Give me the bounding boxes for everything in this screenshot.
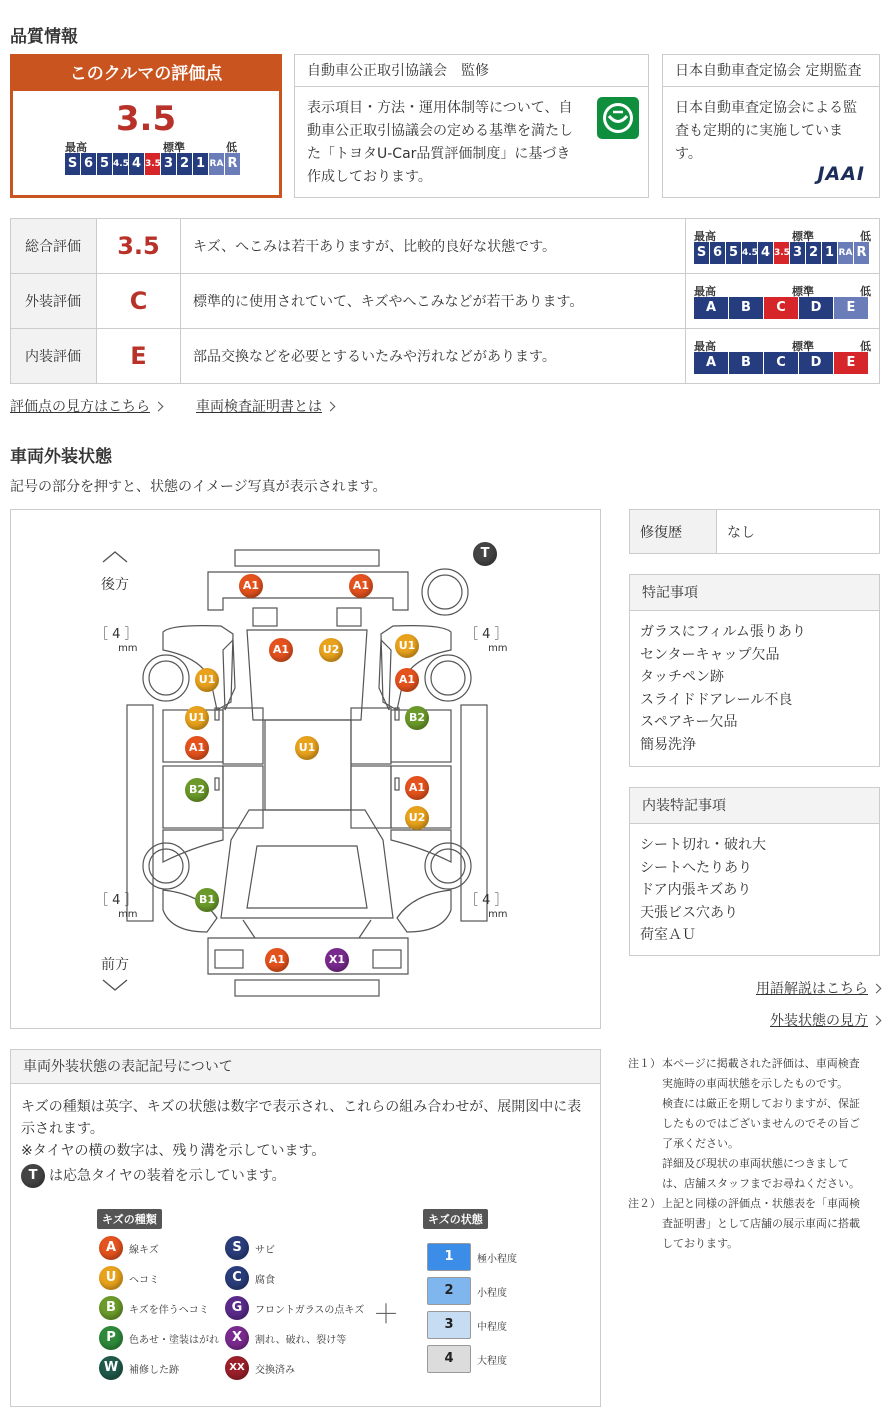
- eval-desc: 標準的に使用されていて、キズやへこみなどが若干あります。: [181, 274, 686, 329]
- damage-type-label: 交換済み: [255, 1364, 295, 1376]
- tread-value: ［ 4 ］: [95, 627, 138, 642]
- damage-mark[interactable]: U2: [319, 638, 343, 662]
- plus-icon: ＋: [373, 1300, 400, 1330]
- scale-label-std: 標準: [792, 340, 814, 353]
- list-item: センターキャップ欠品: [640, 646, 780, 663]
- damage-state-num: 4: [427, 1345, 471, 1373]
- scale-cell: B: [729, 297, 763, 319]
- damage-type-icon: B: [99, 1296, 123, 1320]
- damage-type-item: [99, 1236, 159, 1260]
- damage-mark[interactable]: A1: [185, 736, 209, 760]
- legend-title: 車両外装状態の表記記号について: [11, 1050, 600, 1084]
- damage-type-label: キズを伴うヘコミ: [129, 1304, 209, 1316]
- score-scale: [65, 153, 279, 175]
- scale-cell: 4: [129, 153, 144, 175]
- table-row: [11, 274, 880, 329]
- scale-label-std: 標準: [792, 285, 814, 298]
- jaai-text: 日本自動車査定協会による監査も定期的に実施しています。: [675, 100, 857, 162]
- damage-type-icon: X: [225, 1326, 249, 1350]
- eval-scale-cell: [686, 329, 880, 384]
- arrow-up-icon: [103, 552, 127, 562]
- note-2-head: 注２）: [628, 1197, 661, 1210]
- scale-label-low: 低: [226, 141, 237, 154]
- scale-label-low: 低: [860, 285, 871, 298]
- table-row: [11, 329, 880, 384]
- scale-cell: 6: [710, 242, 725, 264]
- section-title-exterior: 車両外装状態: [10, 447, 112, 467]
- list-item: シート切れ・破れ大: [640, 837, 766, 853]
- inspection-link[interactable]: [196, 399, 334, 415]
- damage-type-icon: C: [225, 1266, 249, 1290]
- repair-value: なし: [717, 510, 880, 554]
- exterior-subtitle: 記号の部分を押すと、状態のイメージ写真が表示されます。: [10, 479, 387, 495]
- damage-type-item: [99, 1266, 159, 1290]
- damage-state-item: [427, 1311, 507, 1339]
- evaluation-table: [10, 218, 880, 384]
- damage-type-icon: P: [99, 1326, 123, 1350]
- scale-label-high: 最高: [694, 230, 716, 243]
- damage-state-num: 1: [427, 1243, 471, 1271]
- note-2-body: [662, 1194, 860, 1254]
- scale-cell: D: [799, 297, 833, 319]
- damage-type-label: ヘコミ: [129, 1274, 159, 1286]
- association-title: 自動車公正取引協議会 監修: [295, 55, 648, 87]
- eval-label: 外装評価: [11, 274, 97, 329]
- car-diagram: [10, 509, 601, 1029]
- section-title-quality: 品質情報: [10, 27, 78, 47]
- scale-cell: 4.5: [742, 242, 757, 264]
- damage-type-item: [99, 1356, 179, 1380]
- list-item: タッチペン跡: [640, 669, 724, 685]
- damage-state-item: [427, 1243, 517, 1271]
- scale-cell: 2: [806, 242, 821, 264]
- damage-type-label: フロントガラスの点キズ: [255, 1304, 365, 1316]
- damage-type-item: [225, 1236, 275, 1260]
- list-item: スペアキー欠品: [640, 714, 738, 730]
- car-outline-icon: [11, 510, 600, 1028]
- scale-label-low: 低: [860, 340, 871, 353]
- tread-value: ［ 4 ］: [465, 627, 508, 642]
- chevron-right-icon: [326, 402, 336, 412]
- eval-scale: [694, 242, 871, 264]
- eval-scale-cell: [686, 219, 880, 274]
- damage-state-num: 3: [427, 1311, 471, 1339]
- damage-type-label: 割れ、破れ、裂け等: [255, 1334, 347, 1346]
- eval-scale: [694, 297, 871, 319]
- association-text: 表示項目・方法・運用体制等について、自動車公正取引協議会の定める基準を満たした「トヨタU-Car品質評価制度」に基づき作成しております。: [307, 100, 573, 185]
- damage-mark[interactable]: A1: [265, 948, 289, 972]
- note-1-head: 注１）: [628, 1057, 661, 1070]
- interior-notes-title: 内装特記事項: [630, 788, 879, 824]
- legend-panel: [10, 1049, 601, 1407]
- note-line: 検査には厳正を期しておりますが、保証: [662, 1097, 860, 1110]
- special-notes-list: [630, 611, 879, 766]
- damage-mark[interactable]: B2: [185, 778, 209, 802]
- note-line: 実施時の車両状態を示したものです。: [662, 1077, 849, 1090]
- scale-cell: R: [854, 242, 869, 264]
- list-item: 天張ビス穴あり: [640, 904, 738, 921]
- scale-cell: 4.5: [113, 153, 128, 175]
- score-box-header: このクルマの評価点: [13, 57, 279, 91]
- damage-type-icon: U: [99, 1266, 123, 1290]
- scale-cell: 1: [822, 242, 837, 264]
- eval-value: E: [97, 329, 181, 384]
- interior-notes-panel: [629, 787, 880, 956]
- spare-tire-mark-icon: T: [21, 1164, 45, 1188]
- scale-cell: 5: [726, 242, 741, 264]
- scale-cell: 5: [97, 153, 112, 175]
- association-panel: [294, 54, 649, 198]
- tread-rear-left: [95, 628, 138, 656]
- scale-cell: 6: [81, 153, 96, 175]
- damage-type-item: [225, 1356, 295, 1380]
- scale-cell: A: [694, 297, 728, 319]
- note-line: は、店舗スタッフまでお尋ねください。: [662, 1177, 860, 1190]
- damage-type-icon: A: [99, 1236, 123, 1260]
- damage-mark[interactable]: A1: [395, 668, 419, 692]
- damage-mark[interactable]: U1: [295, 736, 319, 760]
- rear-label: 後方: [101, 577, 129, 593]
- chevron-right-icon: [872, 1016, 882, 1026]
- eval-label: 総合評価: [11, 219, 97, 274]
- damage-mark[interactable]: U1: [185, 706, 209, 730]
- tread-unit: mm: [488, 643, 508, 654]
- legend-text-3: は応急タイヤの装着を示しています。: [49, 1168, 286, 1184]
- legend-text-2: ※タイヤの横の数字は、残り溝を示しています。: [21, 1143, 326, 1159]
- damage-state-label: 大程度: [477, 1355, 507, 1367]
- damage-type-label: 線キズ: [129, 1244, 159, 1256]
- damage-type-icon: XX: [225, 1356, 249, 1380]
- special-notes-panel: [629, 574, 880, 767]
- scale-label-std: 標準: [792, 230, 814, 243]
- tread-value: ［ 4 ］: [465, 893, 508, 908]
- scale-cell: 4: [758, 242, 773, 264]
- scale-cell: S: [694, 242, 709, 264]
- damage-state-label: 中程度: [477, 1321, 507, 1333]
- scale-label-low: 低: [860, 230, 871, 243]
- fair-trade-logo-icon: [597, 97, 639, 139]
- repair-label: 修復歴: [630, 510, 717, 554]
- scale-label-std: 標準: [163, 141, 185, 154]
- tread-unit: mm: [118, 909, 138, 920]
- eval-desc: 部品交換などを必要とするいたみや汚れなどがあります。: [181, 329, 686, 384]
- damage-state-item: [427, 1277, 507, 1305]
- scale-cell: 3: [161, 153, 176, 175]
- note-line: 本ページに掲載された評価は、車両検査: [662, 1057, 860, 1070]
- scale-label-high: 最高: [65, 141, 87, 154]
- scale-cell: RA: [838, 242, 853, 264]
- note-1-body: [662, 1054, 860, 1194]
- special-notes-title: 特記事項: [630, 575, 879, 611]
- scale-cell: S: [65, 153, 80, 175]
- eval-label: 内装評価: [11, 329, 97, 384]
- list-item: 荷室ＡＵ: [640, 927, 696, 943]
- damage-mark[interactable]: U1: [395, 634, 419, 658]
- damage-type-item: [225, 1296, 364, 1320]
- tread-unit: mm: [488, 909, 508, 920]
- damage-type-label: 腐食: [255, 1274, 275, 1286]
- note-line: 了承ください。: [662, 1137, 739, 1150]
- damage-type-item: [225, 1326, 346, 1350]
- front-label: 前方: [101, 957, 129, 973]
- tread-front-left: [95, 894, 138, 922]
- damage-type-icon: S: [225, 1236, 249, 1260]
- list-item: ドア内張キズあり: [640, 882, 752, 898]
- note-line: 詳細及び現状の車両状態につきまして: [662, 1157, 849, 1170]
- damage-type-item: [225, 1266, 275, 1290]
- jaai-title: 日本自動車査定協会 定期監査: [663, 55, 879, 87]
- damage-state-label: 極小程度: [477, 1253, 517, 1265]
- damage-state-label: 小程度: [477, 1287, 507, 1299]
- damage-mark[interactable]: A1: [269, 638, 293, 662]
- list-item: 簡易洗浄: [640, 736, 696, 753]
- tread-rear-right: [465, 628, 508, 656]
- eval-scale-cell: [686, 274, 880, 329]
- arrow-down-icon: [103, 980, 127, 990]
- note-line: したものではございませんのでその旨ご: [662, 1117, 860, 1130]
- scale-cell: A: [694, 352, 728, 374]
- eval-value: 3.5: [97, 219, 181, 274]
- damage-type-label: サビ: [255, 1244, 275, 1256]
- scale-cell: 3: [790, 242, 805, 264]
- tread-unit: mm: [118, 643, 138, 654]
- scale-cell: R: [225, 153, 240, 175]
- repair-history: [629, 509, 880, 554]
- eval-desc: キズ、へこみは若干ありますが、比較的良好な状態です。: [181, 219, 686, 274]
- score-guide-link-label: 評価点の見方はこちら: [10, 399, 150, 415]
- inspection-link-label: 車両検査証明書とは: [196, 399, 322, 415]
- damage-type-icon: W: [99, 1356, 123, 1380]
- spare-tire-mark-icon: T: [473, 542, 497, 566]
- scale-cell: D: [799, 352, 833, 374]
- list-item: ガラスにフィルム張りあり: [640, 624, 806, 640]
- table-row: [11, 219, 880, 274]
- scale-cell: 2: [177, 153, 192, 175]
- damage-mark[interactable]: U1: [195, 668, 219, 692]
- scale-cell: C: [764, 297, 798, 319]
- notes: [628, 1054, 880, 1254]
- damage-mark[interactable]: B1: [195, 888, 219, 912]
- damage-type-label: 補修した跡: [129, 1364, 179, 1376]
- scale-cell: 3.5: [774, 242, 789, 264]
- interior-notes-list: [630, 824, 879, 957]
- score-guide-link[interactable]: [10, 399, 162, 415]
- damage-state-item: [427, 1345, 507, 1373]
- damage-mark[interactable]: A1: [405, 776, 429, 800]
- damage-mark[interactable]: A1: [239, 574, 263, 598]
- scale-cell: 1: [193, 153, 208, 175]
- jaai-logo: JAAI: [817, 163, 865, 185]
- scale-cell: RA: [209, 153, 224, 175]
- tread-front-right: [465, 894, 508, 922]
- damage-mark[interactable]: B2: [405, 706, 429, 730]
- eval-scale: [694, 352, 871, 374]
- scale-label-high: 最高: [694, 285, 716, 298]
- score-box: [10, 54, 282, 198]
- damage-types-header: キズの種類: [97, 1209, 162, 1229]
- glossary-link-label: 用語解説はこちら: [756, 981, 868, 997]
- scale-cell: E: [834, 297, 868, 319]
- tread-value: ［ 4 ］: [95, 893, 138, 908]
- damage-type-icon: G: [225, 1296, 249, 1320]
- damage-mark[interactable]: U2: [405, 806, 429, 830]
- exterior-guide-link[interactable]: [770, 1013, 880, 1029]
- damage-state-num: 2: [427, 1277, 471, 1305]
- scale-cell: B: [729, 352, 763, 374]
- damage-states-header: キズの状態: [423, 1209, 488, 1229]
- list-item: スライドドアレール不良: [640, 691, 793, 708]
- scale-label-high: 最高: [694, 340, 716, 353]
- note-line: しております。: [662, 1237, 739, 1250]
- chevron-right-icon: [872, 984, 882, 994]
- legend-text-1: キズの種類は英字、キズの状態は数字で表示され、これらの組み合わせが、展開図中に表示されます。: [21, 1099, 582, 1137]
- exterior-guide-link-label: 外装状態の見方: [770, 1013, 868, 1029]
- damage-mark[interactable]: X1: [325, 948, 349, 972]
- scale-cell: C: [764, 352, 798, 374]
- eval-value: C: [97, 274, 181, 329]
- damage-type-item: [99, 1296, 209, 1320]
- damage-type-label: 色あせ・塗装はがれ: [129, 1334, 219, 1346]
- overall-score: 3.5: [115, 99, 177, 139]
- scale-cell: E: [834, 352, 868, 374]
- chevron-right-icon: [154, 402, 164, 412]
- damage-type-item: [99, 1326, 219, 1350]
- scale-cell: 3.5: [145, 153, 160, 175]
- jaai-panel: [662, 54, 880, 198]
- note-line: 査証明書」として店舗の展示車両に搭載: [662, 1217, 860, 1230]
- list-item: シートへたりあり: [640, 859, 752, 876]
- glossary-link[interactable]: [756, 981, 880, 997]
- damage-mark[interactable]: A1: [349, 574, 373, 598]
- note-line: 上記と同様の評価点・状態表を「車両検: [662, 1197, 860, 1210]
